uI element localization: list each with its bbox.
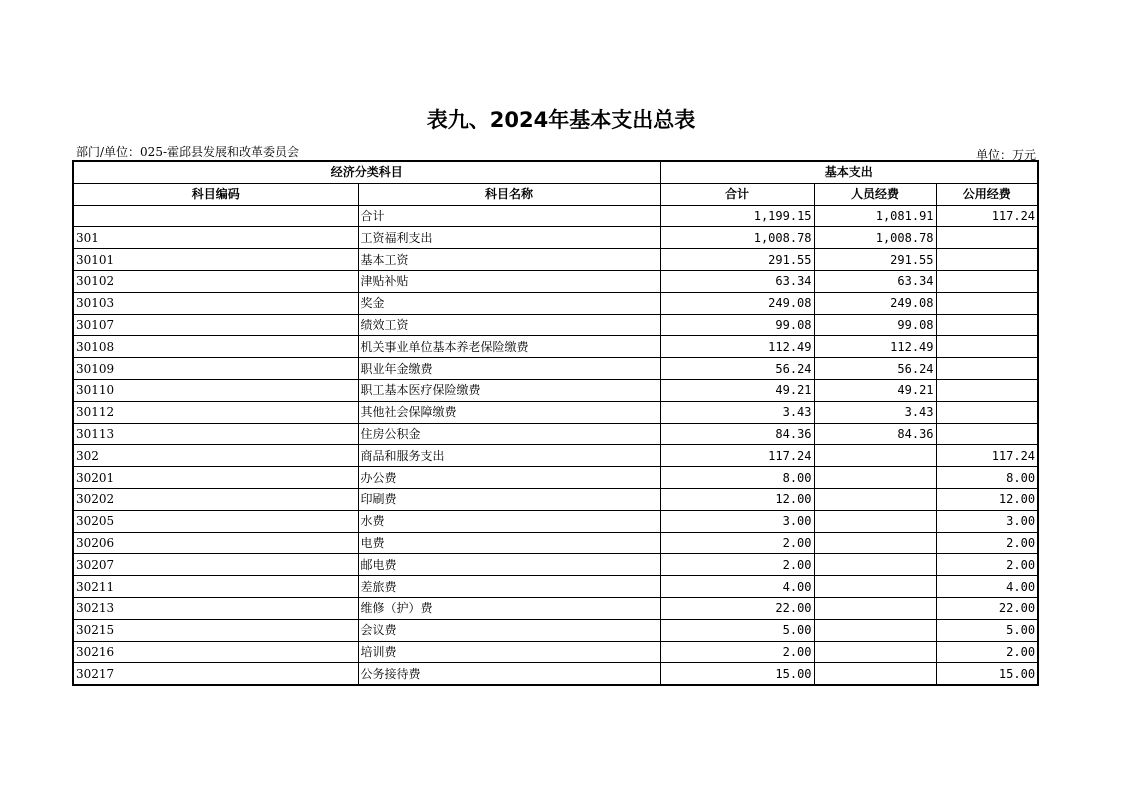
public-cost-cell: 5.00: [936, 619, 1038, 641]
table-row: [73, 423, 1038, 445]
header-subject-code: 科目编码: [73, 183, 358, 205]
page-title: 表九、2024年基本支出总表: [426, 108, 696, 132]
subject-code-cell: 30107: [73, 314, 358, 336]
subject-code-cell: 30213: [73, 597, 358, 619]
public-cost-cell: [936, 336, 1038, 358]
table-row: [73, 401, 1038, 423]
personnel-cost-cell: [814, 619, 936, 641]
total-cell: 2.00: [660, 641, 814, 663]
header-economic-classification: 经济分类科目: [73, 161, 660, 183]
header-personnel-cost: 人员经费: [814, 183, 936, 205]
subject-code-cell: 301: [73, 227, 358, 249]
table-body: [73, 205, 1038, 685]
personnel-cost-cell: [814, 467, 936, 489]
subject-code-cell: 30215: [73, 619, 358, 641]
public-cost-cell: 2.00: [936, 554, 1038, 576]
total-cell: 15.00: [660, 663, 814, 685]
subject-name-cell: 基本工资: [358, 249, 660, 271]
personnel-cost-cell: 1,008.78: [814, 227, 936, 249]
header-column-row: [73, 183, 1038, 205]
public-cost-cell: [936, 227, 1038, 249]
public-cost-cell: 22.00: [936, 597, 1038, 619]
subject-code-cell: 30201: [73, 467, 358, 489]
total-cell: 3.00: [660, 510, 814, 532]
table-row: [73, 292, 1038, 314]
table-row: [73, 576, 1038, 598]
personnel-cost-cell: [814, 641, 936, 663]
subject-code-cell: 30207: [73, 554, 358, 576]
subject-code-cell: 30103: [73, 292, 358, 314]
public-cost-cell: [936, 270, 1038, 292]
total-cell: 63.34: [660, 270, 814, 292]
subject-code-cell: [73, 205, 358, 227]
header-public-cost: 公用经费: [936, 183, 1038, 205]
table-row: [73, 227, 1038, 249]
total-cell: 249.08: [660, 292, 814, 314]
public-cost-cell: 8.00: [936, 467, 1038, 489]
table-row: [73, 619, 1038, 641]
table-row: [73, 510, 1038, 532]
subject-code-cell: 30217: [73, 663, 358, 685]
personnel-cost-cell: [814, 597, 936, 619]
subject-name-cell: 职工基本医疗保险缴费: [358, 379, 660, 401]
subject-code-cell: 30110: [73, 379, 358, 401]
table-row: [73, 445, 1038, 467]
personnel-cost-cell: 56.24: [814, 358, 936, 380]
subject-name-cell: 维修（护）费: [358, 597, 660, 619]
personnel-cost-cell: [814, 488, 936, 510]
personnel-cost-cell: 99.08: [814, 314, 936, 336]
personnel-cost-cell: 3.43: [814, 401, 936, 423]
basic-expenditure-table: [72, 160, 1039, 686]
personnel-cost-cell: 291.55: [814, 249, 936, 271]
subject-name-cell: 绩效工资: [358, 314, 660, 336]
personnel-cost-cell: 84.36: [814, 423, 936, 445]
table-row: [73, 554, 1038, 576]
subject-code-cell: 302: [73, 445, 358, 467]
personnel-cost-cell: 1,081.91: [814, 205, 936, 227]
table-row: [73, 336, 1038, 358]
department-label: 部门/单位：025-霍邱县发展和改革委员会: [76, 145, 300, 159]
header-subject-name: 科目名称: [358, 183, 660, 205]
subject-code-cell: 30206: [73, 532, 358, 554]
table-row: [73, 379, 1038, 401]
subject-code-cell: 30112: [73, 401, 358, 423]
personnel-cost-cell: [814, 510, 936, 532]
header-basic-expenditure: 基本支出: [660, 161, 1038, 183]
subject-name-cell: 商品和服务支出: [358, 445, 660, 467]
subject-code-cell: 30101: [73, 249, 358, 271]
total-cell: 117.24: [660, 445, 814, 467]
total-cell: 22.00: [660, 597, 814, 619]
total-cell: 2.00: [660, 532, 814, 554]
header-group-row: [73, 161, 1038, 183]
total-cell: 3.43: [660, 401, 814, 423]
total-cell: 8.00: [660, 467, 814, 489]
subject-name-cell: 机关事业单位基本养老保险缴费: [358, 336, 660, 358]
subject-name-cell: 电费: [358, 532, 660, 554]
subject-name-cell: 印刷费: [358, 488, 660, 510]
subject-code-cell: 30109: [73, 358, 358, 380]
public-cost-cell: 117.24: [936, 445, 1038, 467]
total-cell: 4.00: [660, 576, 814, 598]
table-row: [73, 270, 1038, 292]
subject-code-cell: 30102: [73, 270, 358, 292]
subject-name-cell: 奖金: [358, 292, 660, 314]
subject-name-cell: 水费: [358, 510, 660, 532]
subject-name-cell: 其他社会保障缴费: [358, 401, 660, 423]
header-total: 合计: [660, 183, 814, 205]
public-cost-cell: 2.00: [936, 641, 1038, 663]
personnel-cost-cell: 63.34: [814, 270, 936, 292]
total-cell: 5.00: [660, 619, 814, 641]
personnel-cost-cell: [814, 576, 936, 598]
total-cell: 12.00: [660, 488, 814, 510]
total-cell: 291.55: [660, 249, 814, 271]
personnel-cost-cell: [814, 554, 936, 576]
total-cell: 49.21: [660, 379, 814, 401]
subject-code-cell: 30211: [73, 576, 358, 598]
personnel-cost-cell: [814, 532, 936, 554]
table-row: [73, 249, 1038, 271]
personnel-cost-cell: 112.49: [814, 336, 936, 358]
total-cell: 112.49: [660, 336, 814, 358]
total-cell: 2.00: [660, 554, 814, 576]
subject-code-cell: 30205: [73, 510, 358, 532]
public-cost-cell: [936, 249, 1038, 271]
subject-name-cell: 合计: [358, 205, 660, 227]
subject-code-cell: 30202: [73, 488, 358, 510]
subject-name-cell: 办公费: [358, 467, 660, 489]
total-cell: 99.08: [660, 314, 814, 336]
total-cell: 84.36: [660, 423, 814, 445]
table-row: [73, 641, 1038, 663]
total-cell: 56.24: [660, 358, 814, 380]
total-cell: 1,199.15: [660, 205, 814, 227]
subject-name-cell: 工资福利支出: [358, 227, 660, 249]
subject-code-cell: 30113: [73, 423, 358, 445]
table-row: [73, 314, 1038, 336]
public-cost-cell: 2.00: [936, 532, 1038, 554]
public-cost-cell: 4.00: [936, 576, 1038, 598]
table-row: [73, 597, 1038, 619]
subject-name-cell: 津贴补贴: [358, 270, 660, 292]
total-cell: 1,008.78: [660, 227, 814, 249]
public-cost-cell: 15.00: [936, 663, 1038, 685]
public-cost-cell: [936, 379, 1038, 401]
public-cost-cell: [936, 401, 1038, 423]
table-row: [73, 488, 1038, 510]
public-cost-cell: [936, 423, 1038, 445]
table-row: [73, 358, 1038, 380]
subject-name-cell: 会议费: [358, 619, 660, 641]
public-cost-cell: [936, 292, 1038, 314]
subject-name-cell: 职业年金缴费: [358, 358, 660, 380]
public-cost-cell: 12.00: [936, 488, 1038, 510]
unit-label: 单位：万元: [975, 148, 1036, 162]
subject-name-cell: 邮电费: [358, 554, 660, 576]
personnel-cost-cell: 49.21: [814, 379, 936, 401]
subject-code-cell: 30216: [73, 641, 358, 663]
subject-name-cell: 住房公积金: [358, 423, 660, 445]
personnel-cost-cell: [814, 663, 936, 685]
public-cost-cell: 117.24: [936, 205, 1038, 227]
personnel-cost-cell: 249.08: [814, 292, 936, 314]
public-cost-cell: [936, 314, 1038, 336]
public-cost-cell: [936, 358, 1038, 380]
personnel-cost-cell: [814, 445, 936, 467]
table-row: [73, 532, 1038, 554]
table-row: [73, 663, 1038, 685]
subject-code-cell: 30108: [73, 336, 358, 358]
subject-name-cell: 公务接待费: [358, 663, 660, 685]
table-row: [73, 467, 1038, 489]
subject-name-cell: 培训费: [358, 641, 660, 663]
public-cost-cell: 3.00: [936, 510, 1038, 532]
table-row: [73, 205, 1038, 227]
subject-name-cell: 差旅费: [358, 576, 660, 598]
